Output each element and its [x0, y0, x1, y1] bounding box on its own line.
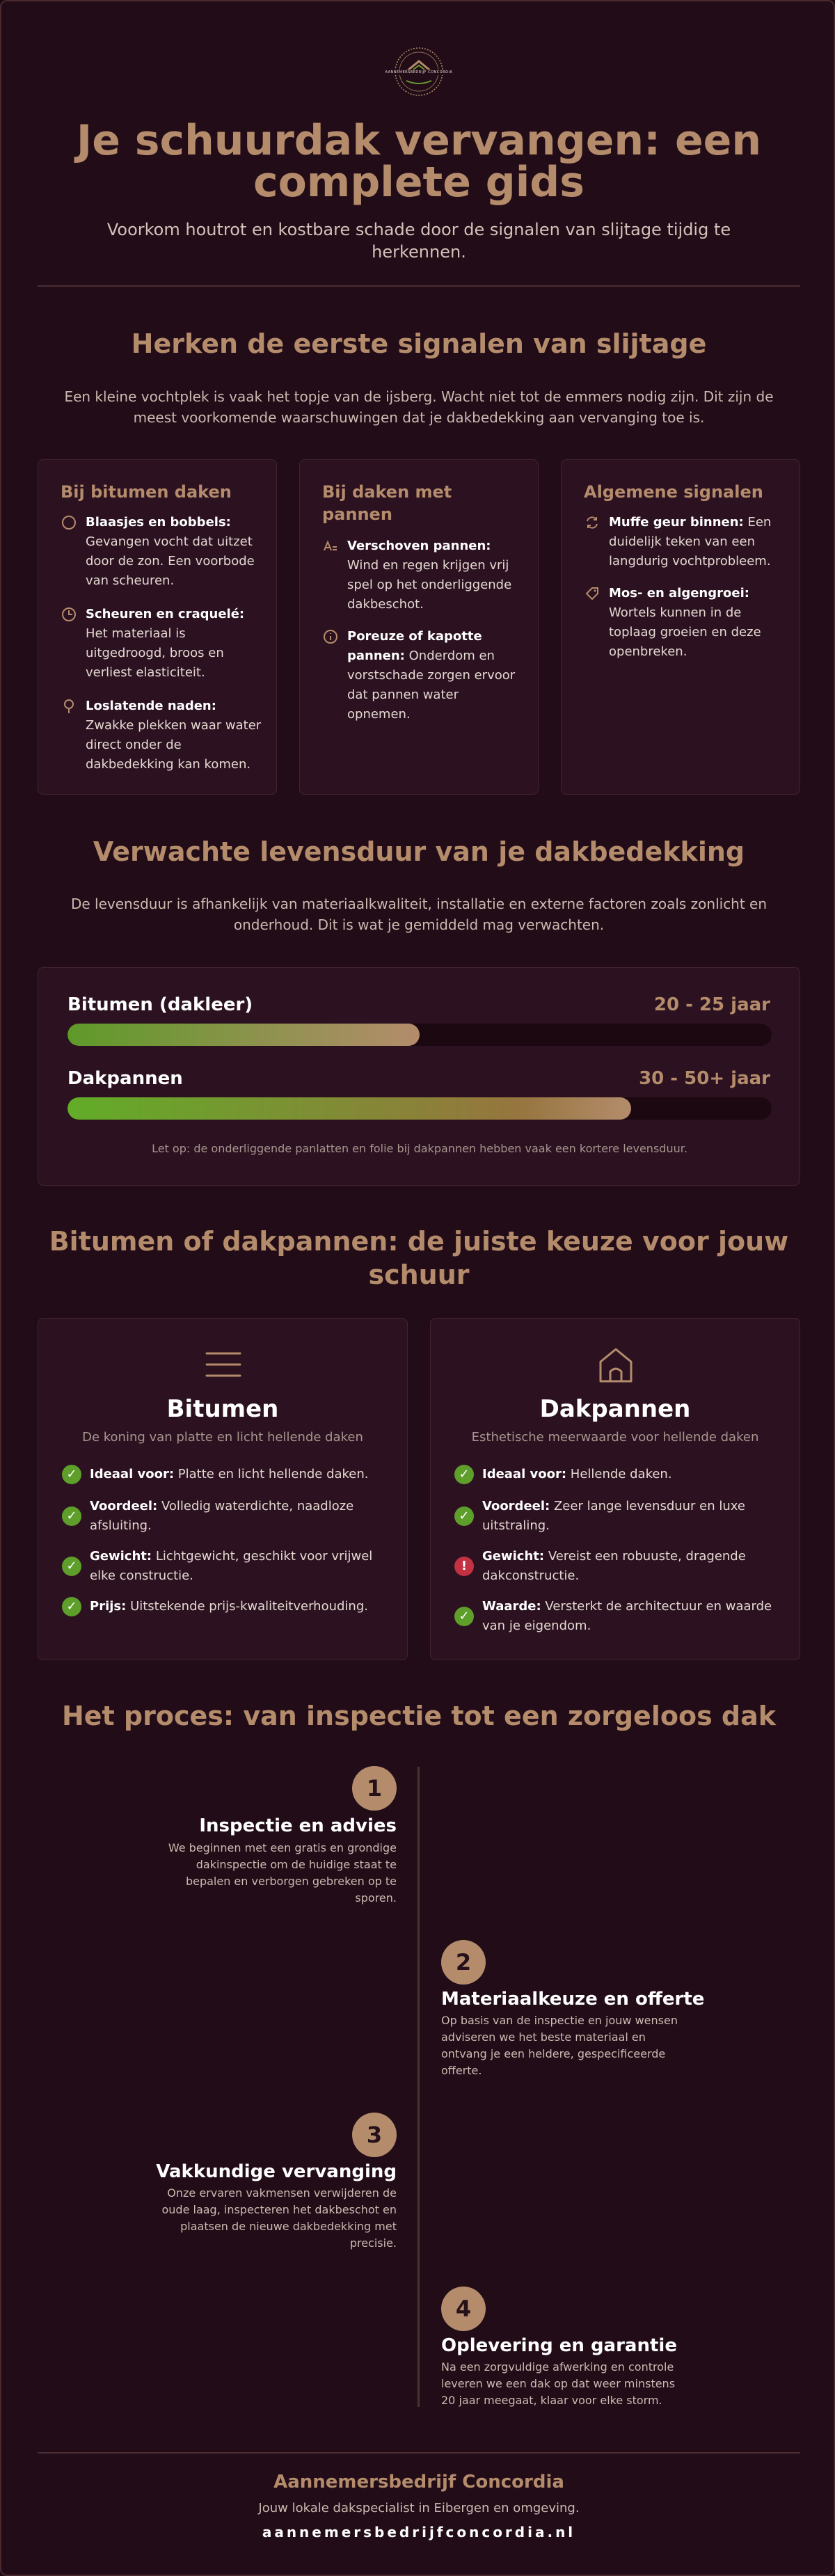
- signal-item: [584, 584, 786, 667]
- info-icon: [322, 628, 339, 645]
- feature-bold: Gewicht:: [90, 1549, 152, 1564]
- check-icon: ✓: [454, 1506, 474, 1526]
- bar-value-dakpannen: 30 - 50+ jaar: [639, 1068, 770, 1089]
- signal-item-bold: Scheuren en craquelé:: [86, 607, 245, 621]
- circle-icon: [61, 514, 77, 531]
- signal-item: [584, 513, 786, 575]
- feature-text: Hellende daken.: [570, 1467, 672, 1481]
- feature-bold: Ideaal voor:: [482, 1467, 567, 1481]
- feature-item: [62, 1497, 382, 1539]
- signal-item-bold: Poreuze of kapotte pannen:: [347, 629, 482, 663]
- clock-icon: [61, 606, 77, 623]
- footer-website-link[interactable]: aannemersbedrijfconcordia.nl: [262, 2524, 576, 2541]
- card-title: Bij daken met pannen: [322, 482, 452, 524]
- feature-bold: Voordeel:: [482, 1499, 550, 1513]
- bar-label-dakpannen: Dakpannen: [67, 1068, 183, 1089]
- step-text: We beginnen met een gratis en grondige dakinspectie om de huidige staat te bepalen en verborgen gebreken op te sporen.: [168, 1841, 397, 1905]
- refresh-icon: [584, 514, 601, 531]
- lifespan-title: Verwachte levensduur van je dakbedekking: [93, 836, 745, 867]
- lifespan-intro: De levensduur is afhankelijk van materiaalkwaliteit, installatie en externe factoren zoals zonlicht en onderhoud. Dit is wat je gemiddeld mag verwachten.: [70, 896, 768, 933]
- step-title: Inspectie en advies: [199, 1815, 397, 1836]
- feature-bold: Waarde:: [482, 1599, 541, 1614]
- feature-text: Vereist een robuuste, dragende dakconstructie.: [482, 1549, 746, 1583]
- lifespan-note: Let op: de onderliggende panlatten en folie bij dakpannen hebben vaak een kortere levensduur.: [152, 1142, 687, 1155]
- signal-item-text: Gevangen vocht dat uitzet door de zon. Een voorbode van scheuren.: [86, 534, 255, 588]
- signals-intro: Een kleine vochtplek is vaak het topje van de ijsberg. Wacht niet tot de emmers nodig zijn. Dit zijn de meest voorkomende waarschuwingen dat je dakbedekking aan vervanging toe is.: [64, 388, 774, 426]
- check-icon: ✓: [454, 1465, 474, 1484]
- wind-icon: [322, 538, 339, 555]
- feature-item: [62, 1547, 382, 1589]
- step-text: Na een zorgvuldige afwerking en controle leveren we een dak op dat weer minstens 20 jaar meegaat, klaar voor elke storm.: [441, 2360, 676, 2407]
- signal-item-bold: Blaasjes en bobbels:: [86, 515, 231, 530]
- step-number: 3: [352, 2113, 397, 2157]
- feature-item: [454, 1497, 774, 1539]
- check-icon: ✓: [62, 1557, 81, 1576]
- house-icon: [595, 1344, 637, 1385]
- signal-card-algemeen: [561, 459, 800, 795]
- warning-icon: !: [454, 1557, 474, 1576]
- feature-text: Lichtgewicht, geschikt voor vrijwel elke constructie.: [90, 1549, 373, 1583]
- signal-item-bold: Verschoven pannen:: [347, 539, 491, 553]
- timeline-line: [418, 1767, 420, 2407]
- step-title: Vakkundige vervanging: [156, 2161, 397, 2182]
- bar-fill: [67, 1097, 631, 1120]
- signals-title: Herken de eerste signalen van slijtage: [131, 328, 707, 359]
- bar-fill: [67, 1024, 420, 1046]
- footer-tagline: Jouw lokale dakspecialist in Eibergen en omgeving.: [258, 2501, 580, 2515]
- step-text: Onze ervaren vakmensen verwijderen de oude laag, inspecteren het dakbeschot en plaatsen de nieuwe dakbedekking met precisie.: [161, 2186, 397, 2250]
- tag-icon: [584, 585, 601, 602]
- bar-value-bitumen: 20 - 25 jaar: [653, 994, 770, 1015]
- signal-card-bitumen: [38, 459, 277, 795]
- signal-item-text: Wortels kunnen in de toplaag groeien en deze openbreken.: [609, 605, 761, 659]
- signal-item: [322, 536, 524, 620]
- feature-text: Zeer lange levensduur en luxe uitstraling.: [482, 1499, 745, 1533]
- footer-company-name: Aannemersbedrijf Concordia: [273, 2472, 564, 2492]
- feature-item: [62, 1465, 382, 1493]
- page-title: Je schuurdak vervangen: een complete gids: [76, 116, 762, 207]
- footer-divider: [38, 2452, 800, 2454]
- feature-text: Volledig waterdichte, naadloze afsluiting.: [90, 1499, 354, 1533]
- step-number: 4: [441, 2287, 486, 2331]
- feature-bold: Voordeel:: [90, 1499, 158, 1513]
- check-icon: ✓: [454, 1607, 474, 1626]
- compare-card-bitumen: [38, 1318, 408, 1660]
- feature-item: [454, 1465, 774, 1493]
- divider: [38, 285, 800, 287]
- step-text: Op basis van de inspectie en jouw wensen adviseren we het beste materiaal en ontvang je een heldere, gespecificeerde offerte.: [441, 2014, 678, 2077]
- signal-item: [61, 697, 262, 780]
- lifespan-card: [38, 967, 800, 1186]
- step-title: Oplevering en garantie: [441, 2335, 677, 2356]
- feature-bold: Gewicht:: [482, 1549, 545, 1564]
- compare-card-title: Bitumen: [166, 1395, 279, 1423]
- feature-bold: Ideaal voor:: [90, 1467, 175, 1481]
- signal-item-text: Zwakke plekken waar water direct onder de dakbedekking kan komen.: [86, 718, 262, 772]
- check-icon: ✓: [62, 1465, 81, 1484]
- feature-text: Platte en licht hellende daken.: [177, 1467, 369, 1481]
- check-icon: ✓: [62, 1506, 81, 1526]
- compare-card-title: Dakpannen: [539, 1395, 691, 1423]
- card-title: Bij bitumen daken: [61, 482, 232, 502]
- lifespan-bar-dakpannen: [67, 1097, 772, 1120]
- bar-label-bitumen: Bitumen (dakleer): [67, 994, 253, 1015]
- compare-card-subtitle: Esthetische meerwaarde voor hellende daken: [471, 1430, 759, 1445]
- card-title: Algemene signalen: [584, 482, 763, 502]
- signal-item-text: Het materiaal is uitgedroogd, broos en verliest elasticiteit.: [86, 626, 224, 680]
- check-icon: ✓: [62, 1597, 81, 1616]
- menu-icon: [202, 1344, 244, 1385]
- logo-text: AANNEMERSBEDRIJF CONCORDIA: [385, 70, 453, 74]
- step-number: 1: [352, 1766, 397, 1811]
- signal-item-text: Een duidelijk teken van een langdurig vochtprobleem.: [609, 515, 772, 569]
- signal-card-pannen: [299, 459, 539, 795]
- signal-item-bold: Mos- en algengroei:: [609, 586, 749, 601]
- feature-item: [454, 1597, 774, 1639]
- lifespan-bar-bitumen: [67, 1024, 772, 1046]
- feature-text: Versterkt de architectuur en waarde van je eigendom.: [482, 1599, 772, 1633]
- signal-item-bold: Loslatende naden:: [86, 699, 216, 713]
- signal-item-text: Onderdom en vorstschade zorgen ervoor dat pannen water opnemen.: [347, 649, 516, 722]
- feature-text: Uitstekende prijs-kwaliteitverhouding.: [130, 1599, 368, 1614]
- step-number: 2: [441, 1940, 486, 1985]
- compare-title: Bitumen of dakpannen: de juiste keuze voor jouw schuur: [49, 1226, 789, 1290]
- compare-card-dakpannen: [430, 1318, 800, 1660]
- feature-item: [454, 1547, 774, 1589]
- step-title: Materiaalkeuze en offerte: [441, 1989, 705, 2010]
- feature-bold: Prijs:: [90, 1599, 127, 1614]
- signal-item: [61, 513, 262, 596]
- process-title: Het proces: van inspectie tot een zorgeloos dak: [61, 1701, 777, 1731]
- signal-item: [61, 605, 262, 688]
- droplet-icon: [61, 698, 77, 715]
- page-subtitle: Voorkom houtrot en kostbare schade door de signalen van slijtage tijdig te herkennen.: [106, 220, 731, 262]
- signal-item-text: Wind en regen krijgen vrij spel op het onderliggende dakbeschot.: [347, 558, 512, 612]
- feature-item: [62, 1597, 382, 1625]
- compare-card-subtitle: De koning van platte en licht hellende daken: [82, 1430, 363, 1445]
- signal-item: [322, 627, 524, 731]
- signal-item-bold: Muffe geur binnen:: [609, 515, 744, 530]
